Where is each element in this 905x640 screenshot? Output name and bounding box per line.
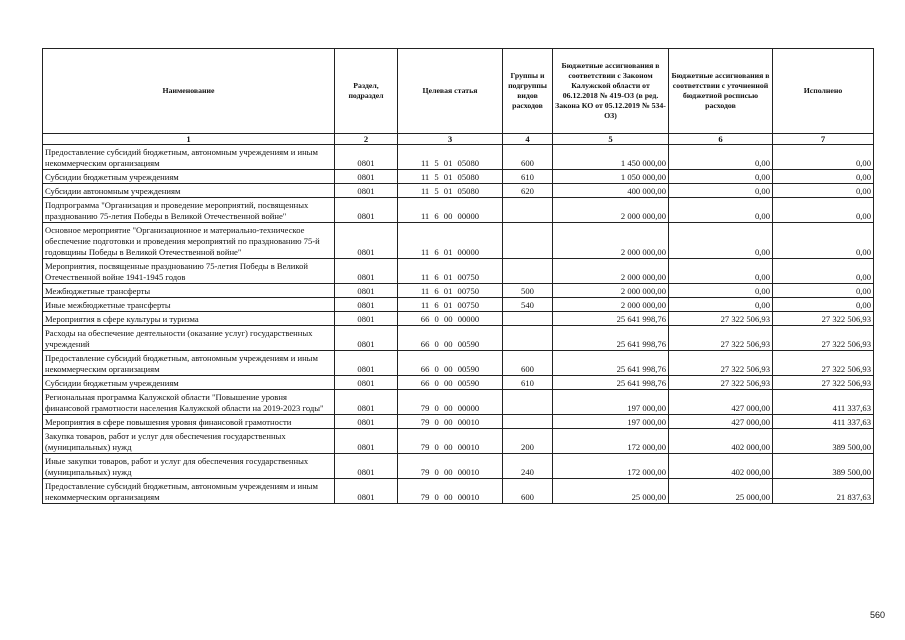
table-row [43, 170, 874, 184]
table-row [43, 312, 874, 326]
row-budget-refined: 0,00 [669, 223, 773, 259]
row-budget-refined: 427 000,00 [669, 415, 773, 429]
column-number: 3 [398, 134, 503, 145]
row-budget-refined: 27 322 506,93 [669, 351, 773, 376]
row-target: 11 6 01 00750 [398, 298, 503, 312]
row-target: 79 0 00 00010 [398, 415, 503, 429]
row-section: 0801 [335, 479, 398, 504]
row-budget-refined: 0,00 [669, 259, 773, 284]
row-budget-law: 1 050 000,00 [553, 170, 669, 184]
table-row [43, 351, 874, 376]
table-row [43, 454, 874, 479]
column-number: 4 [503, 134, 553, 145]
row-name: Закупка товаров, работ и услуг для обеспечения государственных (муниципальных) нужд [43, 429, 335, 454]
row-target: 11 5 01 05080 [398, 170, 503, 184]
row-executed: 411 337,63 [773, 415, 874, 429]
row-group: 620 [503, 184, 553, 198]
table-row [43, 376, 874, 390]
row-name: Предоставление субсидий бюджетным, автономным учреждениям и иным некоммерческим организациям [43, 351, 335, 376]
row-executed: 0,00 [773, 198, 874, 223]
row-group [503, 259, 553, 284]
table-row [43, 198, 874, 223]
row-section: 0801 [335, 298, 398, 312]
row-section: 0801 [335, 184, 398, 198]
row-budget-law: 25 641 998,76 [553, 351, 669, 376]
row-executed: 0,00 [773, 298, 874, 312]
row-target: 66 0 00 00590 [398, 326, 503, 351]
row-name: Иные закупки товаров, работ и услуг для обеспечения государственных (муниципальных) нужд [43, 454, 335, 479]
row-target: 79 0 00 00000 [398, 390, 503, 415]
row-group: 600 [503, 479, 553, 504]
row-budget-law: 2 000 000,00 [553, 298, 669, 312]
row-group: 600 [503, 145, 553, 170]
row-budget-law: 197 000,00 [553, 390, 669, 415]
row-budget-refined: 27 322 506,93 [669, 326, 773, 351]
row-name: Предоставление субсидий бюджетным, автономным учреждениям и иным некоммерческим организациям [43, 145, 335, 170]
row-budget-refined: 0,00 [669, 284, 773, 298]
row-budget-refined: 0,00 [669, 198, 773, 223]
row-section: 0801 [335, 170, 398, 184]
header-name: Наименование [43, 49, 335, 134]
table-row [43, 184, 874, 198]
row-target: 66 0 00 00590 [398, 351, 503, 376]
budget-table-container [42, 48, 873, 504]
row-name: Региональная программа Калужской области "Повышение уровня финансовой грамотности населения Калужской области на 2019-2023 годы" [43, 390, 335, 415]
table-row [43, 390, 874, 415]
table-row [43, 479, 874, 504]
row-budget-law: 25 641 998,76 [553, 376, 669, 390]
row-group [503, 223, 553, 259]
row-group: 540 [503, 298, 553, 312]
table-row [43, 284, 874, 298]
row-name: Межбюджетные трансферты [43, 284, 335, 298]
header-budget-refined: Бюджетные ассигнования в соответствии с уточненной бюджетной росписью расходов [669, 49, 773, 134]
row-name: Субсидии бюджетным учреждениям [43, 170, 335, 184]
header-section: Раздел, подраздел [335, 49, 398, 134]
column-number-row [43, 134, 874, 145]
row-budget-law: 172 000,00 [553, 429, 669, 454]
row-section: 0801 [335, 454, 398, 479]
row-target: 66 0 00 00000 [398, 312, 503, 326]
row-name: Подпрограмма "Организация и проведение мероприятий, посвященных празднованию 75-летия Победы в Великой Отечественной войне" [43, 198, 335, 223]
page-number: 560 [869, 610, 885, 620]
row-budget-law: 25 641 998,76 [553, 326, 669, 351]
row-section: 0801 [335, 223, 398, 259]
budget-table [42, 48, 874, 504]
row-name: Основное мероприятие "Организационное и материально-техническое обеспечение подготовки и проведения мероприятий по празднованию 75-й годовщины Победы в Великой Отечественной войне" [43, 223, 335, 259]
row-group [503, 390, 553, 415]
row-group [503, 415, 553, 429]
row-budget-refined: 0,00 [669, 145, 773, 170]
row-name: Предоставление субсидий бюджетным, автономным учреждениям и иным некоммерческим организациям [43, 479, 335, 504]
row-section: 0801 [335, 351, 398, 376]
row-budget-refined: 427 000,00 [669, 390, 773, 415]
row-target: 11 6 01 00750 [398, 284, 503, 298]
row-group: 500 [503, 284, 553, 298]
row-executed: 0,00 [773, 184, 874, 198]
header-budget-law: Бюджетные ассигнования в соответствии с Законом Калужской области от 06.12.2018 № 419-ОЗ (в ред. Закона КО от 05.12.2019 № 534-ОЗ) [553, 49, 669, 134]
row-group [503, 198, 553, 223]
row-name: Субсидии бюджетным учреждениям [43, 376, 335, 390]
row-executed: 389 500,00 [773, 429, 874, 454]
row-budget-law: 197 000,00 [553, 415, 669, 429]
table-row [43, 298, 874, 312]
row-group: 610 [503, 376, 553, 390]
row-name: Мероприятия, посвященные празднованию 75-летия Победы в Великой Отечественной войне 1941-1945 годов [43, 259, 335, 284]
table-row [43, 145, 874, 170]
row-name: Мероприятия в сфере культуры и туризма [43, 312, 335, 326]
table-row [43, 223, 874, 259]
row-group [503, 326, 553, 351]
row-budget-refined: 0,00 [669, 298, 773, 312]
row-executed: 27 322 506,93 [773, 376, 874, 390]
row-group: 610 [503, 170, 553, 184]
row-budget-refined: 402 000,00 [669, 429, 773, 454]
row-budget-refined: 0,00 [669, 170, 773, 184]
row-executed: 0,00 [773, 145, 874, 170]
row-section: 0801 [335, 376, 398, 390]
row-executed: 0,00 [773, 259, 874, 284]
row-group: 200 [503, 429, 553, 454]
row-budget-law: 2 000 000,00 [553, 223, 669, 259]
row-executed: 411 337,63 [773, 390, 874, 415]
row-target: 11 6 00 00000 [398, 198, 503, 223]
row-section: 0801 [335, 326, 398, 351]
row-budget-refined: 0,00 [669, 184, 773, 198]
row-target: 79 0 00 00010 [398, 479, 503, 504]
row-section: 0801 [335, 198, 398, 223]
header-row [43, 49, 874, 134]
row-budget-law: 1 450 000,00 [553, 145, 669, 170]
row-budget-law: 25 000,00 [553, 479, 669, 504]
row-group: 600 [503, 351, 553, 376]
row-executed: 27 322 506,93 [773, 351, 874, 376]
row-group [503, 312, 553, 326]
row-section: 0801 [335, 284, 398, 298]
row-executed: 0,00 [773, 284, 874, 298]
table-body [43, 145, 874, 504]
row-section: 0801 [335, 390, 398, 415]
row-executed: 0,00 [773, 223, 874, 259]
row-budget-law: 2 000 000,00 [553, 259, 669, 284]
row-executed: 27 322 506,93 [773, 326, 874, 351]
row-name: Субсидии автономным учреждениям [43, 184, 335, 198]
row-budget-refined: 25 000,00 [669, 479, 773, 504]
row-section: 0801 [335, 312, 398, 326]
column-number: 2 [335, 134, 398, 145]
row-target: 11 6 01 00000 [398, 223, 503, 259]
row-group: 240 [503, 454, 553, 479]
table-row [43, 429, 874, 454]
row-target: 79 0 00 00010 [398, 429, 503, 454]
row-target: 11 6 01 00750 [398, 259, 503, 284]
table-row [43, 326, 874, 351]
row-name: Иные межбюджетные трансферты [43, 298, 335, 312]
header-target: Целевая статья [398, 49, 503, 134]
row-target: 11 5 01 05080 [398, 145, 503, 170]
row-budget-law: 400 000,00 [553, 184, 669, 198]
header-groups: Группы и подгруппы видов расходов [503, 49, 553, 134]
table-row [43, 259, 874, 284]
row-budget-refined: 27 322 506,93 [669, 312, 773, 326]
row-executed: 27 322 506,93 [773, 312, 874, 326]
table-row [43, 415, 874, 429]
row-executed: 21 837,63 [773, 479, 874, 504]
row-target: 79 0 00 00010 [398, 454, 503, 479]
row-section: 0801 [335, 145, 398, 170]
row-executed: 389 500,00 [773, 454, 874, 479]
row-executed: 0,00 [773, 170, 874, 184]
row-section: 0801 [335, 259, 398, 284]
row-section: 0801 [335, 415, 398, 429]
row-budget-law: 25 641 998,76 [553, 312, 669, 326]
row-budget-refined: 27 322 506,93 [669, 376, 773, 390]
row-budget-law: 172 000,00 [553, 454, 669, 479]
row-budget-law: 2 000 000,00 [553, 198, 669, 223]
row-name: Мероприятия в сфере повышения уровня финансовой грамотности [43, 415, 335, 429]
column-number: 1 [43, 134, 335, 145]
column-number: 6 [669, 134, 773, 145]
column-number: 5 [553, 134, 669, 145]
column-number: 7 [773, 134, 874, 145]
row-target: 11 5 01 05080 [398, 184, 503, 198]
header-executed: Исполнено [773, 49, 874, 134]
row-name: Расходы на обеспечение деятельности (оказание услуг) государственных учреждений [43, 326, 335, 351]
row-section: 0801 [335, 429, 398, 454]
row-budget-refined: 402 000,00 [669, 454, 773, 479]
row-target: 66 0 00 00590 [398, 376, 503, 390]
row-budget-law: 2 000 000,00 [553, 284, 669, 298]
